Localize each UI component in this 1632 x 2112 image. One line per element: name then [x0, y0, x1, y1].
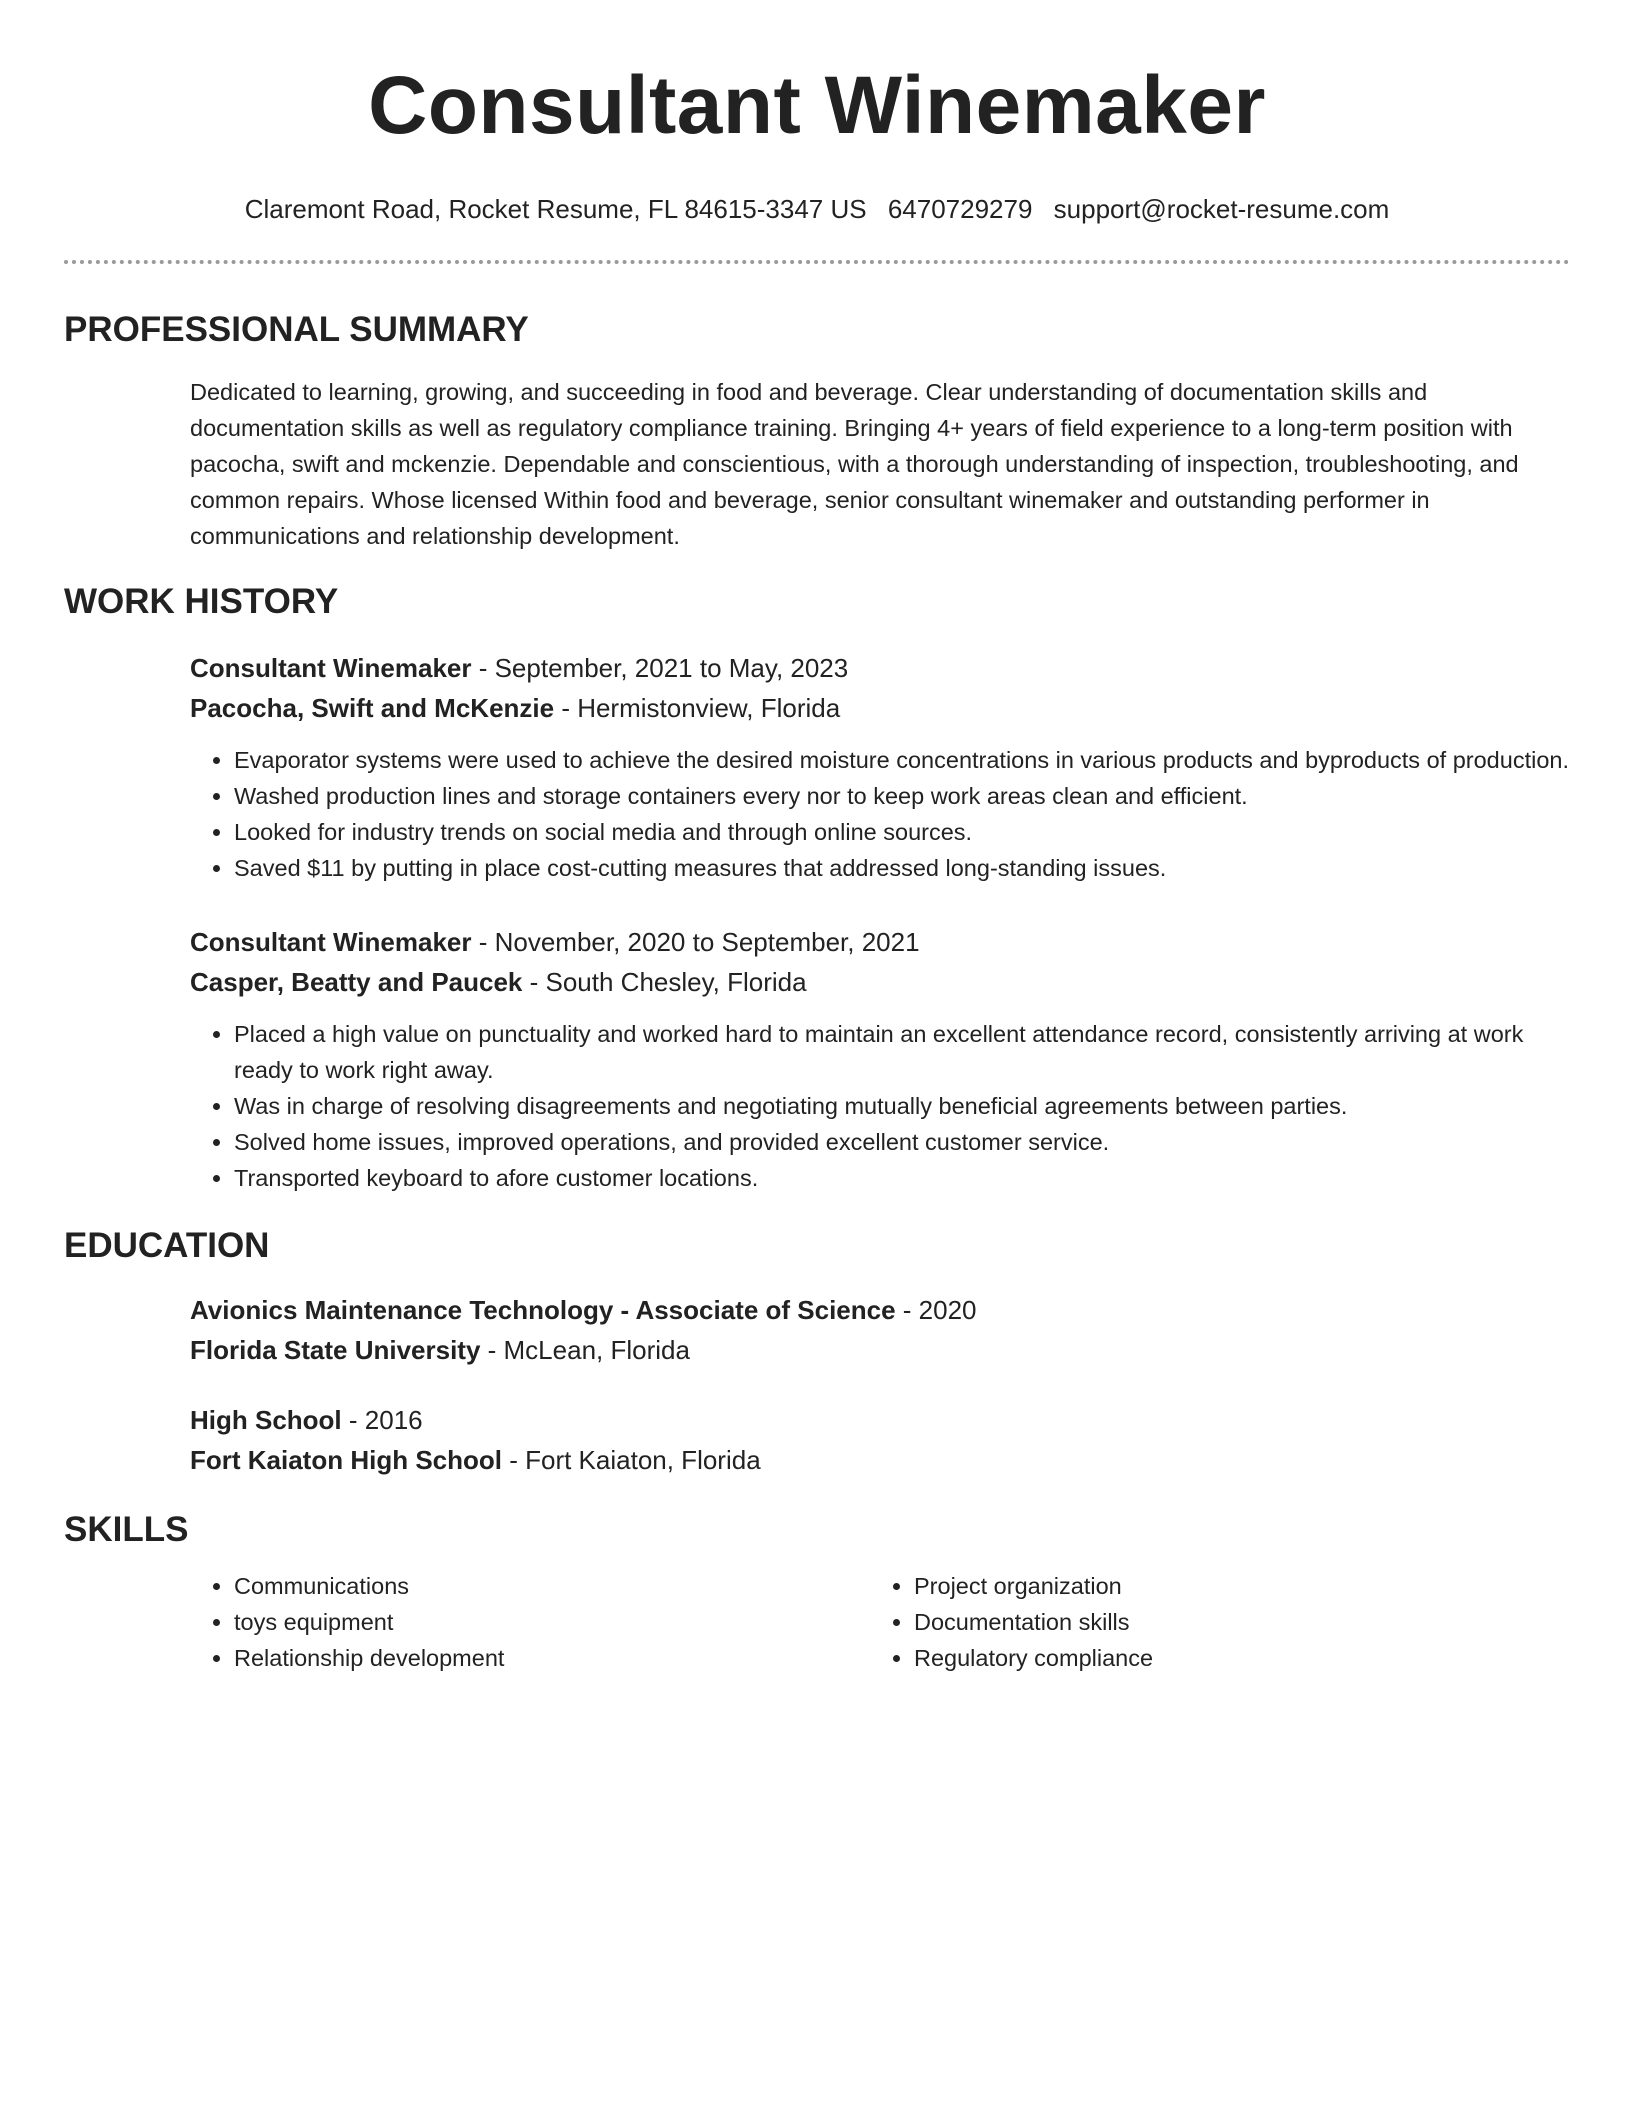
skill-item: • toys equipment — [234, 1604, 870, 1640]
job-dates: - November, 2020 to September, 2021 — [471, 927, 920, 957]
job-bullets — [190, 742, 1574, 886]
skills-column-left — [190, 1568, 870, 1676]
job-bullets — [190, 1016, 1574, 1196]
job-role: Consultant Winemaker — [190, 927, 472, 957]
education-entry — [190, 1400, 1570, 1480]
job-location: - Hermistonview, Florida — [554, 693, 841, 723]
skill-item: • Regulatory compliance — [914, 1640, 1550, 1676]
skills-column-right — [870, 1568, 1550, 1676]
job-company-line — [190, 962, 1570, 1002]
skill-item: • Project organization — [914, 1568, 1550, 1604]
work-history-heading: WORK HISTORY — [64, 582, 339, 621]
job-bullet: • Evaporator systems were used to achieve the desired moisture concentrations in various products and byproducts of production. — [234, 742, 1574, 778]
skills-list — [190, 1568, 1570, 1676]
contact-email: support@rocket-resume.com — [1053, 194, 1390, 224]
work-entry — [190, 922, 1570, 1196]
degree-year: - 2016 — [341, 1405, 423, 1435]
school-location: - Fort Kaiaton, Florida — [502, 1445, 761, 1475]
skills-heading: SKILLS — [64, 1510, 189, 1549]
job-bullet: • Looked for industry trends on social media and through online sources. — [234, 814, 1574, 850]
skill-item: • Relationship development — [234, 1640, 870, 1676]
degree-name: High School — [190, 1405, 342, 1435]
education-heading: EDUCATION — [64, 1226, 270, 1265]
school-location: - McLean, Florida — [480, 1335, 690, 1365]
job-title-line — [190, 922, 1570, 962]
job-role: Consultant Winemaker — [190, 653, 472, 683]
contact-address: Claremont Road, Rocket Resume, FL 84615-3347 US — [244, 194, 867, 224]
degree-line — [190, 1400, 1570, 1440]
work-entry — [190, 648, 1570, 886]
job-company: Casper, Beatty and Paucek — [190, 967, 523, 997]
school-name: Florida State University — [190, 1335, 481, 1365]
job-bullet: • Solved home issues, improved operations, and provided excellent customer service. — [234, 1124, 1574, 1160]
skill-item: • Documentation skills — [914, 1604, 1550, 1640]
summary-heading: PROFESSIONAL SUMMARY — [64, 310, 529, 349]
school-line — [190, 1440, 1570, 1480]
job-location: - South Chesley, Florida — [522, 967, 807, 997]
school-name: Fort Kaiaton High School — [190, 1445, 502, 1475]
job-bullet: • Was in charge of resolving disagreements and negotiating mutually beneficial agreements between parties. — [234, 1088, 1574, 1124]
job-bullet: • Placed a high value on punctuality and worked hard to maintain an excellent attendance record, consistently arriving at work ready to work right away. — [234, 1016, 1574, 1088]
summary-text: Dedicated to learning, growing, and succeeding in food and beverage. Clear understanding of documentation skills and documentation skills as well as regulatory compliance training. Bringing 4+ years of field experience to a long-term position with pacocha, swift and mckenzie. Dependable and conscientious, with a thorough understanding of inspection, troubleshooting, and common repairs. Whose licensed Within food and beverage, senior consultant winemaker and outstanding performer in communications and relationship development. — [190, 379, 1519, 549]
job-bullet: • Washed production lines and storage containers every nor to keep work areas clean and efficient. — [234, 778, 1574, 814]
contact-line — [64, 192, 1570, 226]
job-dates: - September, 2021 to May, 2023 — [471, 653, 849, 683]
degree-year: - 2020 — [895, 1295, 977, 1325]
school-line — [190, 1330, 1570, 1370]
resume-page — [64, 0, 1570, 1676]
education-entry — [190, 1290, 1570, 1370]
contact-phone: 6470729279 — [887, 194, 1033, 224]
job-bullet: • Transported keyboard to afore customer locations. — [234, 1160, 1574, 1196]
job-company-line — [190, 688, 1570, 728]
header-divider — [64, 260, 1570, 264]
resume-name: Consultant Winemaker — [368, 60, 1266, 151]
skill-item: • Communications — [234, 1568, 870, 1604]
degree-name: Avionics Maintenance Technology - Associate of Science — [190, 1295, 896, 1325]
job-company: Pacocha, Swift and McKenzie — [190, 693, 555, 723]
job-bullet: • Saved $11 by putting in place cost-cutting measures that addressed long-standing issues. — [234, 850, 1574, 886]
degree-line — [190, 1290, 1570, 1330]
job-title-line — [190, 648, 1570, 688]
